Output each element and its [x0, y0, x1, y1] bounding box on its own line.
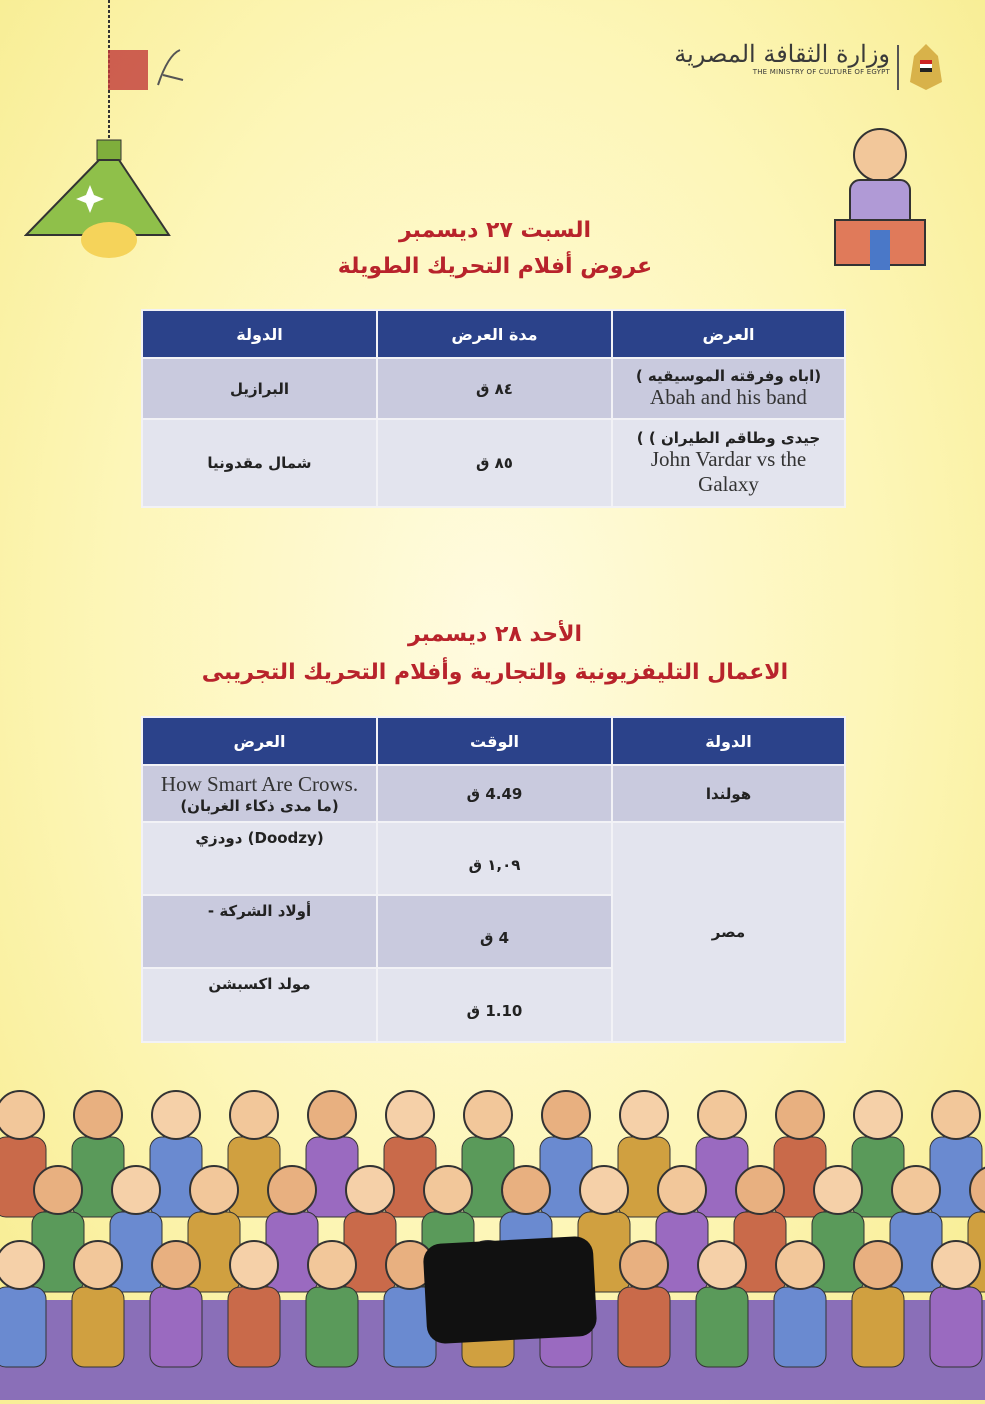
- audience-member-head: [698, 1091, 746, 1139]
- audience-member-head: [658, 1166, 706, 1214]
- table-row: [142, 419, 845, 507]
- tv-experimental-table: [141, 716, 846, 1043]
- time-cell: 1.10 ق: [377, 968, 612, 1042]
- audience-member-head: [230, 1241, 278, 1289]
- audience-member-head: [814, 1166, 862, 1214]
- audience-member-head: [620, 1091, 668, 1139]
- section2-date: الأحد ٢٨ ديسمبر: [407, 622, 583, 647]
- egypt-eagle-emblem: [908, 42, 944, 92]
- audience-member-head: [74, 1091, 122, 1139]
- audience-member-head: [0, 1241, 44, 1289]
- time-cell: 4 ق: [377, 895, 612, 968]
- film-title-cell: أولاد الشركة -: [142, 895, 377, 968]
- section2-subtitle: الاعمال التليفزيونية والتجارية وأفلام التحريك التجريبى: [201, 660, 789, 685]
- film-title-cell: مولد اكسبشن: [142, 968, 377, 1042]
- audience-member-body: [852, 1287, 904, 1367]
- audience-member-head: [0, 1091, 44, 1139]
- audience-member-head: [932, 1091, 980, 1139]
- audience-member-head: [74, 1241, 122, 1289]
- ministry-logo: وزارة الثقافة المصرية THE MINISTRY OF CULTURE OF EGYPT: [674, 40, 890, 76]
- audience-member-head: [308, 1091, 356, 1139]
- audience-member-head: [620, 1241, 668, 1289]
- audience-member-head: [424, 1166, 472, 1214]
- country-cell: مصر: [612, 822, 845, 1042]
- audience-member-head: [736, 1166, 784, 1214]
- audience-member-head: [34, 1166, 82, 1214]
- feature-films-table: [141, 309, 846, 508]
- duration-cell: ٨٥ ق: [377, 419, 612, 507]
- audience-member-body: [696, 1287, 748, 1367]
- column-header: الدولة: [142, 310, 377, 358]
- film-title-cell: جيدى وطاقم الطيران ) ) John Vardar vs the Galaxy: [612, 419, 845, 507]
- audience-member-head: [542, 1091, 590, 1139]
- audience-member-head: [386, 1091, 434, 1139]
- audience-member-body: [0, 1287, 46, 1367]
- table-header-row: [142, 717, 845, 765]
- audience-member-body: [306, 1287, 358, 1367]
- country-cell: هولندا: [612, 765, 845, 822]
- audience-member-body: [774, 1287, 826, 1367]
- audience-member-head: [502, 1166, 550, 1214]
- film-title-cell: How Smart Are Crows. (ما مدى ذكاء الغربان): [142, 765, 377, 822]
- character-illustration: [825, 120, 935, 280]
- table-header-row: [142, 310, 845, 358]
- audience-member-body: [618, 1287, 670, 1367]
- audience-member-head: [932, 1241, 980, 1289]
- audience-member-head: [892, 1166, 940, 1214]
- table-row: [142, 358, 845, 419]
- audience-member-head: [190, 1166, 238, 1214]
- audience-member-head: [464, 1091, 512, 1139]
- audience-member-head: [854, 1241, 902, 1289]
- table-row: [142, 822, 845, 895]
- logo-divider: [897, 45, 899, 90]
- audience-member-body: [930, 1287, 982, 1367]
- audience-member-head: [776, 1091, 824, 1139]
- film-title-cell: (اباه وفرقته الموسيقيه ) Abah and his band: [612, 358, 845, 419]
- audience-member-body: [72, 1287, 124, 1367]
- column-header: العرض: [612, 310, 845, 358]
- film-title-cell: (Doodzy) دودزي: [142, 822, 377, 895]
- column-header: الوقت: [377, 717, 612, 765]
- audience-member-head: [152, 1091, 200, 1139]
- audience-member-body: [228, 1287, 280, 1367]
- column-header: العرض: [142, 717, 377, 765]
- duration-cell: ٨٤ ق: [377, 358, 612, 419]
- audience-member-head: [580, 1166, 628, 1214]
- table-row: [142, 765, 845, 822]
- column-header: مدة العرض: [377, 310, 612, 358]
- time-cell: 4.49 ق: [377, 765, 612, 822]
- audience-member-head: [854, 1091, 902, 1139]
- section1-subtitle: عروض أفلام التحريك الطويلة: [337, 254, 653, 279]
- lamp-illustration: [24, 0, 174, 270]
- audience-member-head: [152, 1241, 200, 1289]
- audience-member-head: [698, 1241, 746, 1289]
- column-header: الدولة: [612, 717, 845, 765]
- audience-member-body: [150, 1287, 202, 1367]
- audience-member-head: [112, 1166, 160, 1214]
- audience-member-head: [308, 1241, 356, 1289]
- section1-date: السبت ٢٧ ديسمبر: [399, 218, 591, 243]
- country-cell: شمال مقدونيا: [142, 419, 377, 507]
- country-cell: البرازيل: [142, 358, 377, 419]
- festival-logo: [422, 1236, 597, 1345]
- audience-member-head: [346, 1166, 394, 1214]
- audience-member-head: [776, 1241, 824, 1289]
- audience-member-head: [230, 1091, 278, 1139]
- audience-member-head: [268, 1166, 316, 1214]
- time-cell: ١,٠٩ ق: [377, 822, 612, 895]
- cultural-fund-logo: [108, 45, 188, 95]
